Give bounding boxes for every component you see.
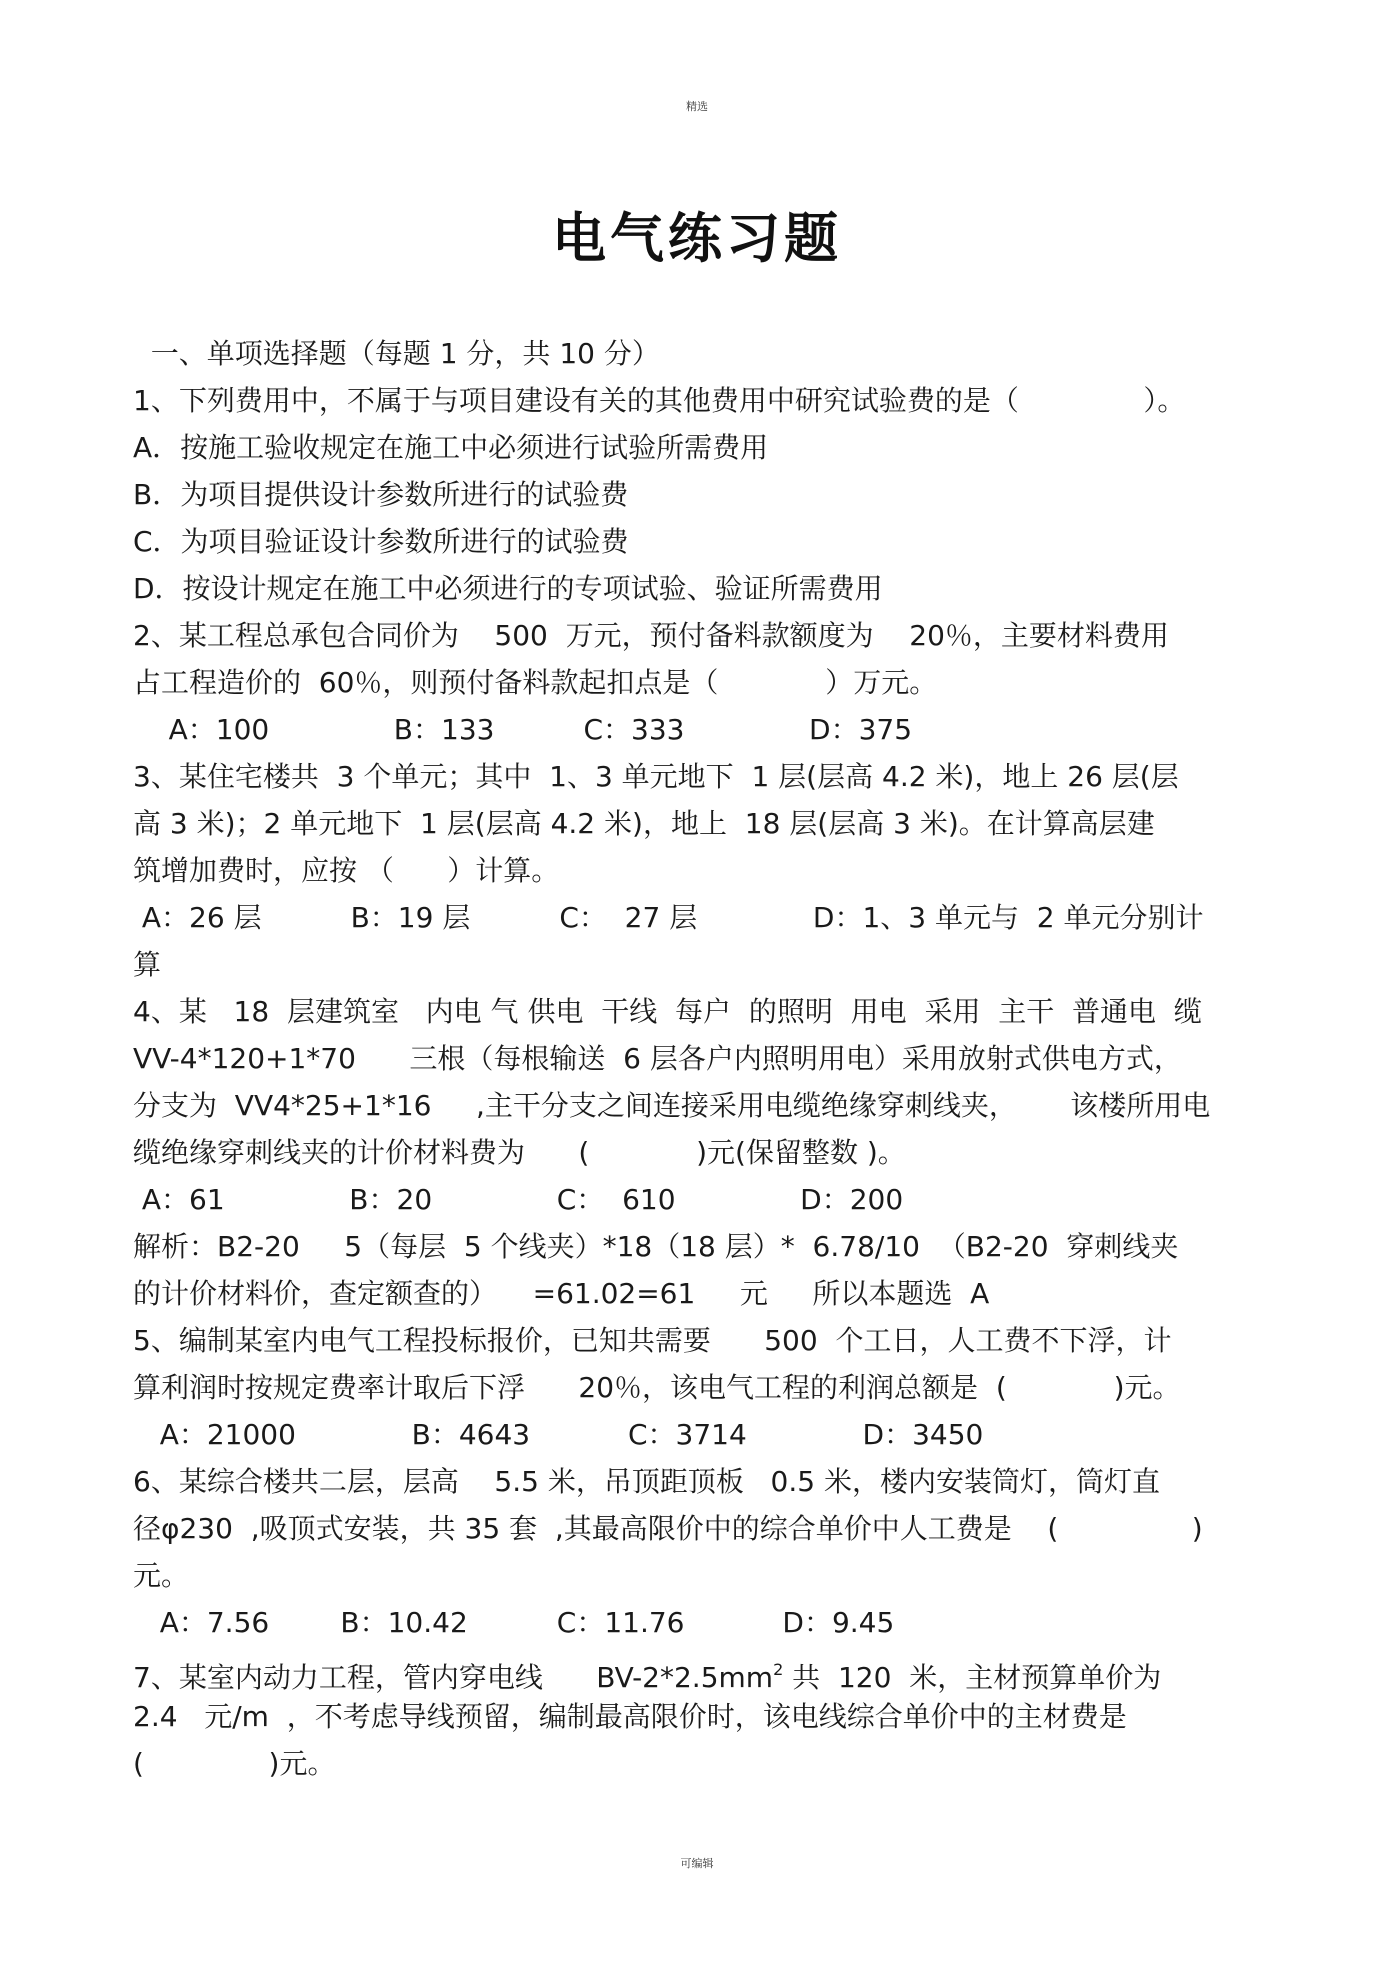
text-line: 解析：B2-20 5（每层 5 个线夹）*18（18 层）* 6.78/10 （B2-20 穿刺线夹 <box>133 1230 1179 1263</box>
text-line: ( )元。 <box>133 1747 336 1780</box>
text-line: 1、下列费用中，不属于与项目建设有关的其他费用中研究试验费的是（ ）。 <box>133 384 1186 417</box>
text-line: A．按施工验收规定在施工中必须进行试验所需费用 <box>133 431 769 464</box>
text-line: 缆绝缘穿刺线夹的计价材料费为 ( )元(保留整数 )。 <box>133 1136 906 1169</box>
text-line: 5、编制某室内电气工程投标报价，已知共需要 500 个工日，人工费不下浮，计 <box>133 1324 1172 1357</box>
text-line: 4、某 18 层建筑室 内电 气 供电 干线 每户 的照明 用电 采用 主干 普通电 缆 <box>133 995 1202 1028</box>
text-line: C．为项目验证设计参数所进行的试验费 <box>133 525 629 558</box>
text-line: 3、某住宅楼共 3 个单元；其中 1、3 单元地下 1 层(层高 4.2 米)，地上 26 层(层 <box>133 760 1179 793</box>
page-title: 电气练习题 <box>552 207 842 270</box>
text-line: A：100 B：133 C：333 D：375 <box>133 713 913 746</box>
text-line: 高 3 米)；2 单元地下 1 层(层高 4.2 米)，地上 18 层(层高 3 米)。在计算高层建 <box>133 807 1155 840</box>
header-mark: 精选 <box>686 100 708 113</box>
text-line: 筑增加费时，应按 （ ）计算。 <box>133 854 560 887</box>
text-segment: 7、某室内动力工程，管内穿电线 BV-2*2.5mm <box>133 1661 774 1694</box>
text-line: A：26 层 B：19 层 C： 27 层 D：1、3 单元与 2 单元分别计 <box>133 901 1204 934</box>
question-body <box>133 330 1283 1787</box>
text-line: A：61 B：20 C： 610 D：200 <box>133 1183 904 1216</box>
text-line: 的计价材料价，查定额查的） =61.02=61 元 所以本题选 A <box>133 1277 990 1310</box>
text-line: A：7.56 B：10.42 C：11.76 D：9.45 <box>133 1606 895 1639</box>
text-line: 元。 <box>133 1559 190 1592</box>
text-line: 2.4 元/m ，不考虑导线预留，编制最高限价时，该电线综合单价中的主材费是 <box>133 1700 1127 1733</box>
superscript: 2 <box>773 1660 784 1679</box>
text-line: 算利润时按规定费率计取后下浮 20％，该电气工程的利润总额是 ( )元。 <box>133 1371 1181 1404</box>
text-line: B．为项目提供设计参数所进行的试验费 <box>133 478 629 511</box>
text-line: 占工程造价的 60％，则预付备料款起扣点是（ ）万元。 <box>133 666 938 699</box>
text-line: 分支为 VV4*25+1*16 ,主干分支之间连接采用电缆绝缘穿刺线夹， 该楼所用电 <box>133 1089 1211 1122</box>
text-line: 算 <box>133 948 162 981</box>
text-line-with-superscript <box>133 1646 1283 1693</box>
footer-mark: 可编辑 <box>680 1857 714 1870</box>
text-line: 径φ230 ,吸顶式安装，共 35 套 ,其最高限价中的综合单价中人工费是 ( ) <box>133 1512 1203 1545</box>
text-segment: 共 120 米，主材预算单价为 <box>783 1661 1162 1694</box>
text-line: 2、某工程总承包合同价为 500 万元，预付备料款额度为 20％，主要材料费用 <box>133 619 1169 652</box>
section-heading: 一、单项选择题（每题 1 分，共 10 分） <box>133 337 660 370</box>
text-line: D．按设计规定在施工中必须进行的专项试验、验证所需费用 <box>133 572 883 605</box>
text-line: A：21000 B：4643 C：3714 D：3450 <box>133 1418 984 1451</box>
text-line: VV-4*120+1*70 三根（每根输送 6 层各户内照明用电）采用放射式供电方式， <box>133 1042 1182 1075</box>
text-line: 6、某综合楼共二层，层高 5.5 米，吊顶距顶板 0.5 米，楼内安装筒灯，筒灯直 <box>133 1465 1160 1498</box>
